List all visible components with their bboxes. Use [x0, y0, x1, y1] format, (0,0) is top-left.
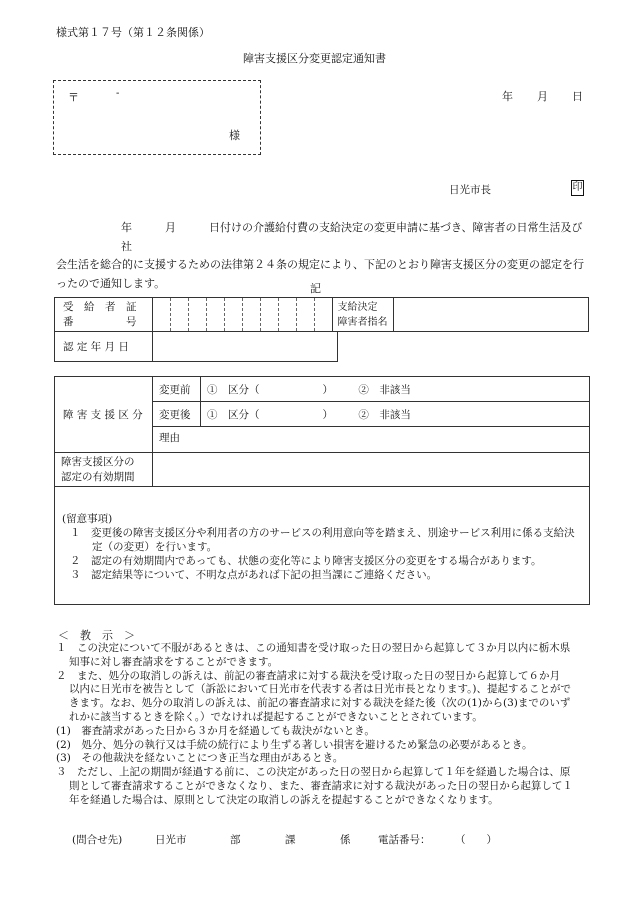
digit-cell [153, 298, 171, 332]
after-options [201, 402, 590, 427]
date-month: 月 [537, 90, 548, 103]
note-1: １ 変更後の障害支援区分や利用者の方のサービスの利用意向等を踏まえ、別途サービス利用に係る支給決 [70, 527, 575, 539]
before-label: 変更前 [153, 377, 201, 402]
digit-cell [279, 298, 297, 332]
recipient-table [54, 297, 589, 332]
digit-cell [297, 298, 315, 332]
kyoji-line: ２ また、処分の取消しの訴えは、前記の審査請求に対する裁決を受け取った日の翌日から起算して６か月 [56, 669, 560, 682]
ki-mark: 記 [310, 282, 321, 295]
before-option-2: ② 非該当 [358, 383, 411, 396]
notes-heading: (留意事項) [62, 513, 113, 525]
validity-label: 障害支援区分の 認定の有効期間 [55, 453, 153, 487]
kyoji-line: 則として審査請求することができなくなり、また、審査請求に対する裁決があった日の翌日から起算して１ [69, 779, 573, 792]
kyoji-line: 知事に対し審査請求をすることができます。 [69, 655, 279, 668]
kyoji-line: (3) その他裁決を経ないことにつき正当な理由があるとき。 [56, 752, 344, 765]
kyoji-heading: ＜ 教 示 ＞ [58, 629, 135, 642]
digit-cell [315, 298, 333, 332]
provider-label: 支給決定 障害者指名 [333, 298, 393, 332]
before-option-1: ① 区分（ ） [207, 383, 333, 396]
reason-cell [153, 427, 590, 453]
digit-cell [207, 298, 225, 332]
contact-unit: 係 [340, 834, 351, 846]
body-line-2: 会生活を総合的に支援するための法律第２４条の規定により、下記のとおり障害支援区分の変更の認定を行 [56, 258, 584, 271]
digit-cell [243, 298, 261, 332]
seal-mark: 印 [571, 180, 584, 196]
digit-cell [225, 298, 243, 332]
contact-dept: 部 [230, 834, 241, 846]
kyoji-line: １ この決定について不服があるときは、この通知書を受け取った日の翌日から起算して３か月以内に栃木県 [56, 642, 571, 654]
before-options [201, 377, 590, 402]
cert-date-table [54, 331, 338, 362]
notes [62, 512, 584, 582]
contact-phone-label: 電話番号： [378, 834, 431, 846]
reason-label: 理由 [159, 432, 180, 444]
issuer-name: 日光市長 [449, 184, 491, 196]
address-box [53, 80, 261, 155]
page-title: 障害支援区分変更認定通知書 [243, 52, 386, 65]
category-label: 障 害 支 援 区 分 [55, 377, 153, 453]
body-line-1: 年 月 日付けの介護給付費の支給決定の変更申請に基づき、障害者の日常生活及び社 [121, 221, 583, 253]
note-2: ２ 認定の有効期間内であっても、状態の変化等により障害支援区分の変更をする場合があります。 [70, 555, 542, 567]
contact-phone-value: （ ） [455, 834, 497, 846]
cert-date-label: 認 定 年 月 日 [55, 332, 153, 362]
date-day: 日 [572, 90, 583, 103]
kyoji-body [56, 642, 586, 808]
validity-value [153, 453, 590, 487]
digit-cell [189, 298, 207, 332]
note-1-cont: 定（の変更）を行います。 [92, 541, 218, 553]
kyoji-line: 以内に日光市を被告として（訴訟において日光市を代表する者は日光市長となります。)、提起することがで [69, 683, 572, 696]
note-3: ３ 認定結果等について、不明な点があれば下記の担当課にご連絡ください。 [70, 569, 438, 581]
digit-cell [261, 298, 279, 332]
cert-date-value [153, 332, 338, 362]
contact-label: (問合せ先) [72, 834, 123, 846]
form-number: 様式第１７号（第１２条関係） [56, 26, 210, 39]
honorific: 様 [229, 129, 240, 142]
date-year: 年 [502, 90, 513, 103]
recipient-cert-label: 受 給 者 証 番 号 [55, 298, 153, 332]
contact-section: 課 [285, 834, 296, 846]
kyoji-line: ３ ただし、上記の期間が経過する前に、この決定があった日の翌日から起算して１年を経過した場合は、原 [56, 766, 571, 779]
after-option-2: ② 非該当 [358, 408, 411, 421]
digit-cell [171, 298, 189, 332]
after-option-1: ① 区分（ ） [207, 408, 333, 421]
kyoji-line: (2) 処分、処分の執行又は手続の続行により生ずる著しい損害を避けるため緊急の必要があるとき。 [56, 738, 533, 751]
postal-dash: - [116, 88, 120, 99]
kyoji-line: れかに該当するときを除く。）でなければ提起することができないこととされています。 [69, 710, 483, 723]
kyoji-line: きます。なお、処分の取消しの訴えは、前記の審査請求に対する裁決を経た後（次の(1)から(3)までのいず [69, 697, 571, 710]
provider-value [393, 298, 588, 332]
kyoji-line: 年を経過した場合は、原則として決定の取消しの訴えを提起することができなくなります。 [69, 793, 499, 806]
contact-city: 日光市 [155, 834, 187, 846]
body-line-3: ったので通知します。 [56, 276, 166, 290]
kyoji-line: (1) 審査請求があった日から３か月を経過しても裁決がないとき。 [56, 724, 375, 737]
postal-mark: 〒 [68, 91, 79, 104]
after-label: 変更後 [153, 402, 201, 427]
